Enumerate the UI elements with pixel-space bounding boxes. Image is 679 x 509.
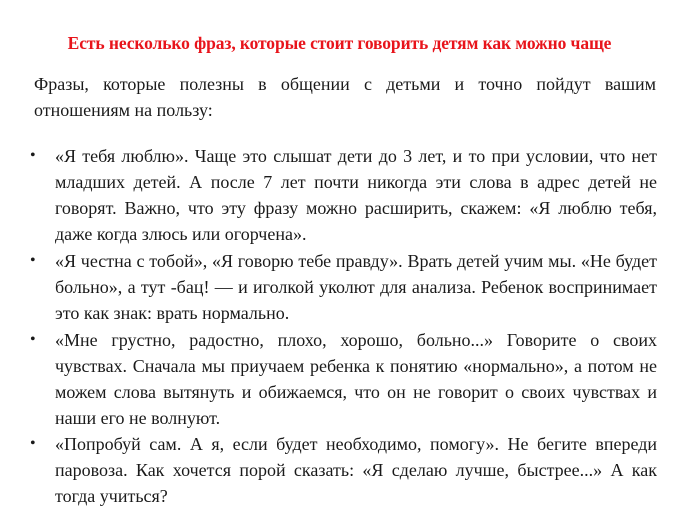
list-item-text: «Я честна с тобой», «Я говорю тебе правду». Врать детей учим мы. «Не будет больно», а тут -бац! — и иголкой уколют для анализа. Ребенок воспринимает это как знак: врать нормально.	[55, 251, 657, 323]
bullet-icon: •	[30, 252, 36, 269]
list-item-text: «Попробуй сам. А я, если будет необходимо, помогу». Не бегите впереди паровоза. Как хочется порой сказать: «Я сделаю лучше, быстрее...» А как тогда учиться?	[55, 434, 657, 506]
phrases-list	[0, 143, 679, 509]
bullet-icon: •	[30, 147, 36, 164]
list-item-text: «Я тебя люблю». Чаще это слышат дети до 3 лет, и то при условии, что нет младших детей. А после 7 лет почти никогда эти слова в адрес детей не говорят. Важно, что эту фразу можно расширить, скажем: «Я люблю тебя, даже когда злюсь или огорчена».	[55, 146, 657, 244]
bullet-icon: •	[30, 435, 36, 452]
document-title: Есть несколько фраз, которые стоит говорить детям как можно чаще	[67, 33, 612, 53]
list-item	[0, 143, 657, 247]
bullet-icon: •	[30, 331, 36, 348]
list-item-text: «Мне грустно, радостно, плохо, хорошо, больно...» Говорите о своих чувствах. Сначала мы приучаем ребенка к понятию «нормально», а потом не можем слова вытянуть и обижаемся, что он не говорит о своих чувствах и наши его не волнуют.	[55, 330, 657, 428]
intro-paragraph: Фразы, которые полезны в общении с детьми и точно пойдут вашим отношениям на пользу:	[34, 74, 656, 120]
list-item	[0, 327, 657, 431]
list-item	[0, 431, 657, 509]
list-item	[0, 248, 657, 326]
